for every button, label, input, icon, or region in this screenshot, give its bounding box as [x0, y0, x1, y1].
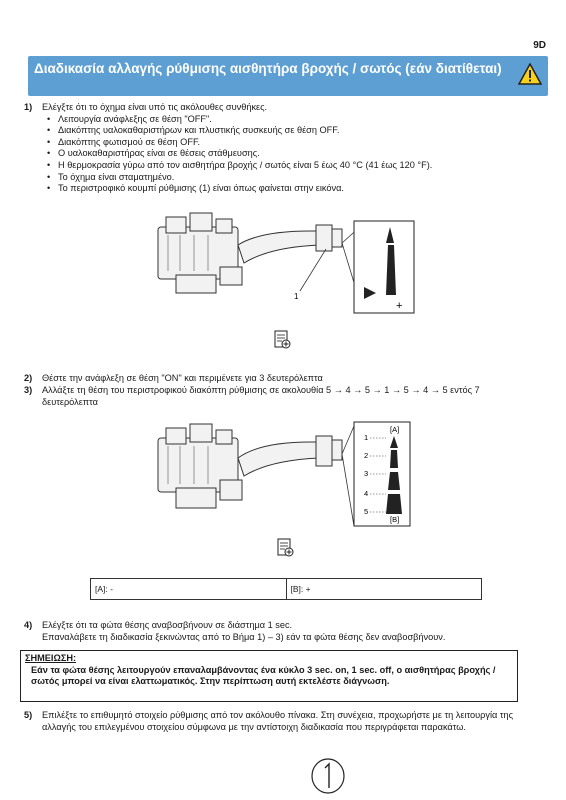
step-4: [24, 620, 544, 643]
step-number: 1): [24, 102, 33, 112]
list-item: • Ο υαλοκαθαριστήρας είναι σε θέσεις στάθμευσης.: [58, 148, 544, 160]
step-number: 3): [24, 385, 33, 395]
step-2: [24, 373, 544, 385]
switch-assembly-figure-2: [150, 418, 420, 530]
warning-triangle-icon: [518, 63, 542, 85]
position-label: 2: [364, 451, 369, 460]
step-1-intro: Ελέγξτε ότι το όχημα είναι υπό τις ακόλουθες συνθήκες.: [42, 102, 268, 112]
handwritten-page-mark: [308, 756, 348, 796]
step-number: 2): [24, 373, 33, 383]
figure-callout-number: 1: [294, 292, 299, 301]
step-4-line-2: Επαναλάβετε τη διαδικασία ξεκινώντας από το Βήμα 1) – 3) εάν τα φώτα θέσης δεν αναβοσβήνουν.: [42, 631, 446, 642]
label-a: [A]: [390, 425, 400, 434]
list-item: • Διακόπτης υαλοκαθαριστήρων και πλυστικής συσκευής σε θέση OFF.: [58, 125, 544, 137]
list-item: • Το περιστροφικό κουμπί ρύθμισης (1) είναι όπως φαίνεται στην εικόνα.: [58, 183, 544, 195]
step-5: [24, 710, 544, 733]
step-5-text: Επιλέξτε το επιθυμητό στοιχείο ρύθμισης από τον ακόλουθο πίνακα. Στη συνέχεια, προχωρήστε με τη λειτουργία της αλλαγής του επιλεγμένου στοιχείου σύμφωνα με την αντίστοιχη διαδικασία που περιγράφεται παρακάτω.: [42, 710, 514, 732]
list-item: • Διακόπτης φωτισμού σε θέση OFF.: [58, 137, 544, 149]
step-3: [24, 385, 534, 408]
position-label: 3: [364, 469, 369, 478]
step-number: 4): [24, 620, 33, 630]
plus-sign: +: [396, 300, 403, 312]
list-item: • Η θερμοκρασία γύρω από τον αισθητήρα βροχής / σωτός είναι 5 έως 40 °C (41 έως 120 °F).: [58, 160, 544, 172]
result-cell-b: [B]: +: [286, 579, 482, 599]
step-2-text: Θέστε την ανάφλεξη σε θέση "ON" και περιμένετε για 3 δευτερόλεπτα: [42, 373, 323, 383]
note-text: Εάν τα φώτα θέσης λειτουργούν επαναλαμβάνοντας ένα κύκλο 3 sec. on, 1 sec. off, ο αισθητήρας βροχής / σωτός μπορεί να είναι ελαττωματικός. Στην περίπτωση αυτή εκτελέστε διάγνωση.: [31, 664, 496, 687]
step-3-text: Αλλάξτε τη θέση του περιστροφικού διακόπτη ρύθμισης σε ακολουθία 5 → 4 → 5 → 1 → 5 → 4 → 5 εντός 7 δευτερόλεπτα: [42, 385, 480, 407]
reference-document-icon: [275, 538, 295, 558]
page-number-tag: 9D: [533, 40, 546, 51]
section-title-bar: [28, 56, 548, 96]
switch-assembly-figure-1: [150, 205, 420, 315]
position-label: 1: [364, 433, 369, 442]
position-label: 4: [364, 489, 369, 498]
label-b: [B]: [390, 515, 400, 524]
result-table: [90, 578, 482, 600]
condition-list: [42, 114, 544, 195]
section-title: Διαδικασία αλλαγής ρύθμισης αισθητήρα βροχής / σωτός (εάν διατίθεται): [34, 61, 502, 76]
step-number: 5): [24, 710, 33, 720]
knob-detail-inset: [354, 221, 414, 313]
step-1: [24, 102, 544, 195]
reference-document-icon: [272, 330, 292, 350]
step-4-line-1: Ελέγξτε ότι τα φώτα θέσης αναβοσβήνουν σε διάστημα 1 sec.: [42, 620, 293, 630]
position-label: 5: [364, 507, 369, 516]
result-cell-a: [A]: -: [95, 584, 113, 594]
note-heading: ΣΗΜΕΙΩΣΗ:: [25, 653, 77, 663]
list-item: • Το όχημα είναι σταματημένο.: [58, 172, 544, 184]
note-box: [20, 650, 518, 702]
list-item: • Λειτουργία ανάφλεξης σε θέση "OFF".: [58, 114, 544, 126]
